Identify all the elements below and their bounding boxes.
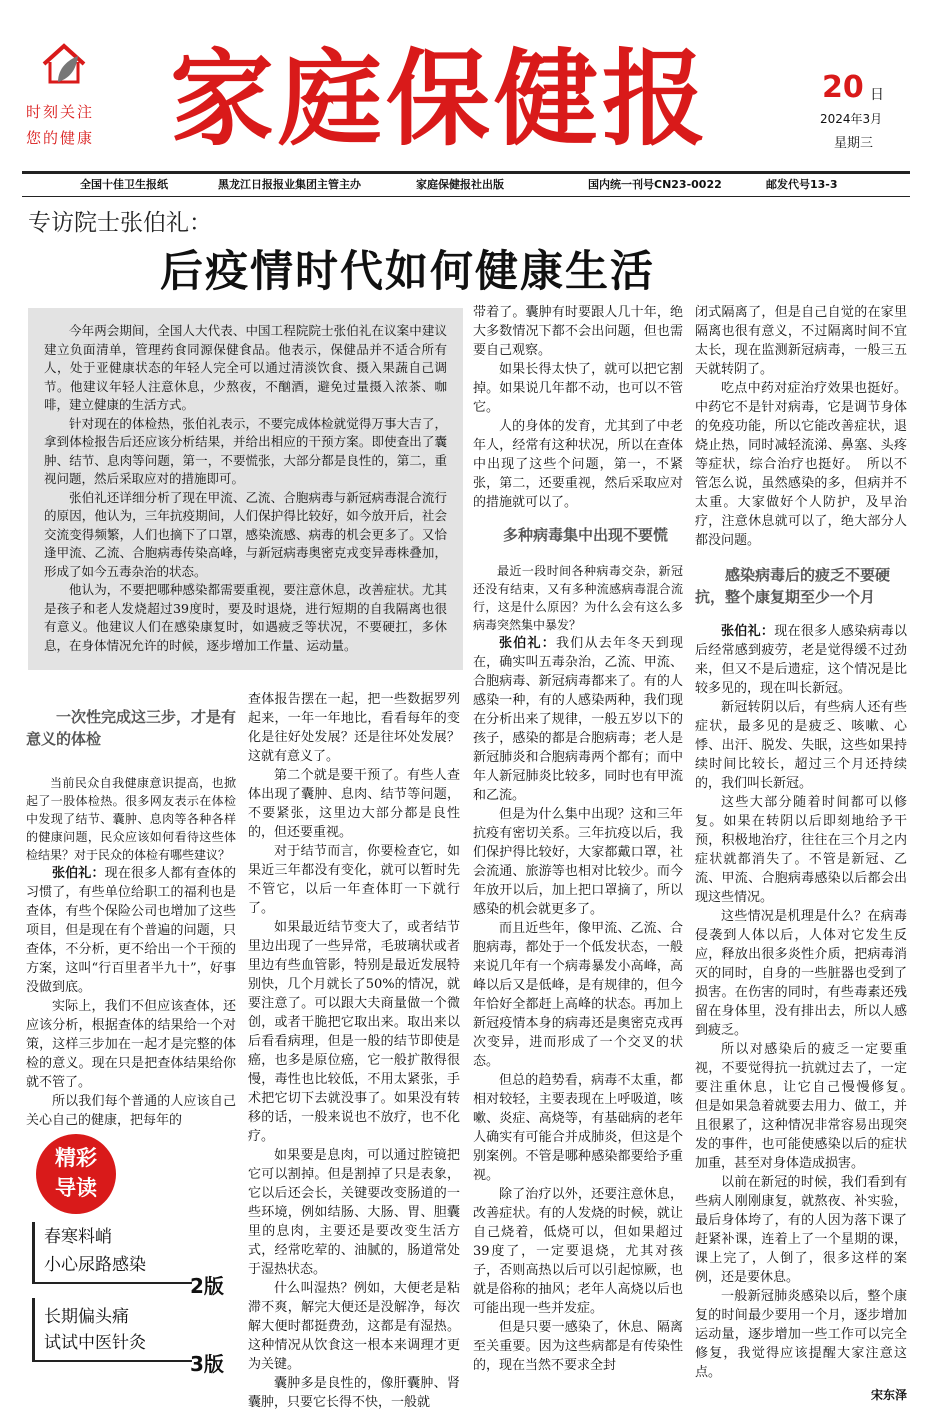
- lead-box: [28, 308, 463, 670]
- body-paragraph: 但总的趋势看，病毒不太重，都相对较轻，主要表现在上呼吸道，咳嗽、炎症、高烧等，有基础病的老年人确实有可能合并成肺炎，但这是个别案例。不管是哪种感染都要给予重视。: [473, 1073, 683, 1183]
- answer-text: 现在很多人感染病毒以后经常感到疲劳，老是觉得缓不过劲来，但又不是后遗症，这个情况是比较多见的，现在叫长新冠。: [695, 624, 907, 696]
- info-item: 国内统一刊号CN23-0022: [588, 178, 722, 191]
- masthead-title: 家庭保健报: [170, 37, 711, 160]
- guide-badge-line: 导读: [55, 1176, 97, 1200]
- body-paragraph: 以前在新冠的时候，我们看到有些病人刚刚康复，就熬夜、补实验，最后身体垮了，有的人因为落下课了赶紧补课，连着上了一个星期的课，课上完了，人倒了，很多这样的案例，还是要休息。: [695, 1175, 907, 1285]
- body-paragraph: 这些情况是机理是什么？在病毒侵袭到人体以后，人体对它发生反应，释放出很多炎性介质，把病毒消灭的同时，自身的一些脏器也受到了损害。在伤害的同时，有些毒素还残留在身体里，没有排出去，所以人感到疲乏。: [695, 909, 907, 1038]
- body-paragraph: 什么叫湿热？例如，大便老是粘滞不爽，解完大便还是没解净，每次解大便时都挺费劲，这都是有湿热。这种情况从饮食这一根本来调理才更为关键。: [248, 1281, 460, 1372]
- section-heading: 感染病毒后的疲乏不要硬抗，整个康复期至少一个月: [695, 566, 891, 606]
- date-day-unit: 日: [870, 87, 884, 103]
- lead-paragraph: 他认为，不要把哪种感染都需要重视，要注意休息，改善症状。尤其是孩子和老人发烧超过39度时，要及时退烧，进行短期的自我隔离也很有意义。他建议人们在感染康复时，如遇疲乏等状况，不要硬扛，多休息，在身体情况允许的时候，逐步增加工作量、运动量。: [44, 582, 447, 653]
- answer-text: 我们从去年冬天到现在，确实叫五毒杂治，乙流、甲流、合胞病毒、新冠病毒都来了。有的人感染一种，有的人感染两种，我们现在分析出来了规律，一般五岁以下的孩子，感染的都是合胞病毒；老人是新冠肺炎和合胞病毒两个都有；而中年人新冠肺炎比较多，同时也有甲流和乙流。: [473, 636, 683, 803]
- body-paragraph: 但是只要一感染了，休息、隔离至关重要。因为这些病都是有传染性的，现在当然不要求全封: [473, 1320, 683, 1373]
- section-heading: 多种病毒集中出现不要慌: [503, 526, 669, 544]
- body-paragraph: 囊肿多是良性的，像肝囊肿、肾囊肿，只要它长得不快，一般就: [248, 1376, 460, 1410]
- column-3: [473, 303, 683, 1375]
- lead-paragraph: 张伯礼还详细分析了现在甲流、乙流、合胞病毒与新冠病毒混合流行的原因，他认为，三年抗疫期间，人们保护得比较好，如今放开后，社会交流变得频繁，人们也摘下了口罩，感染流感、病毒的机会更多了。又恰逢甲流、乙流、合胞病毒传染高峰，与新冠病毒奥密克戎变异毒株叠加，形成了如今五毒杂治的状态。: [44, 489, 447, 579]
- question-text: 最近一段时间各种病毒交杂，新冠还没有结束，又有多种流感病毒混合流行，这是什么原因？为什么会有这么多病毒突然集中暴发？: [473, 564, 683, 632]
- info-item: 家庭保健报社出版: [416, 178, 504, 191]
- info-bar: [22, 176, 910, 194]
- body-paragraph: 但是为什么集中出现？这和三年抗疫有密切关系。三年抗疫以后，我们保护得比较好，大家都戴口罩，社会流通、旅游等也相对比较少。而今年放开以后，加上把口罩摘了，所以感染的机会就更多了。: [473, 807, 683, 917]
- guide-badge-line: 精彩: [55, 1146, 97, 1170]
- guide-item-1-title[interactable]: 春寒料峭: [44, 1227, 112, 1247]
- body-paragraph: 吃点中药对症治疗效果也挺好。中药它不是针对病毒，它是调节身体的免疫功能，所以它能改善症状，退烧止热，同时减轻流涕、鼻塞、头疼等症状，综合治疗也挺好。 所以不管怎么说，虽然感染的多，但病并不太重。大家做好个人防护，及早治疗，注意休息就可以了，绝大部分人都没问题。: [695, 381, 907, 548]
- speaker-label: 张伯礼：: [499, 636, 556, 651]
- body-paragraph: 第二个就是要干预了。有些人查体出现了囊肿、息肉、结节等问题，不要紧张，这里边大部分都是良性的，但还要重视。: [248, 768, 460, 840]
- body-paragraph: 如果要是息肉，可以通过腔镜把它可以割掉。但是割掉了只是表象，它以后还会长，关键要改变肠道的一些环境，例如结肠、大肠、胃、胆囊里的息肉，主要还是要改变生活方式，经常吃荤的、油腻的，肠道常处于湿热状态。: [248, 1148, 460, 1277]
- section-heading: 一次性完成这三步，才是有意义的体检: [26, 708, 237, 748]
- column-4: [695, 303, 921, 1403]
- answer-text: 现在很多人都有查体的习惯了，有些单位给职工的福利也是查体，有些个保险公司也增加了这些项目，但是现在有个普遍的问题，只查体，不分析，更不给出一个干预的方案，这叫“行百里者半九十”，好事没做到底。: [26, 866, 236, 995]
- body-paragraph: 除了治疗以外，还要注意休息，改善症状。有的人发烧的时候，就让自己烧着，低烧可以，但如果超过39度了，一定要退烧，尤其对孩子，否则高热以后可以引起惊厥，也就是俗称的抽风；老年人高烧以后也可能出现一些并发症。: [473, 1187, 683, 1316]
- guide-item-2-title[interactable]: 长期偏头痛: [44, 1307, 129, 1327]
- body-paragraph: 实际上，我们不但应该查体，还应该分析，根据查体的结果给一个对策，这样三步加在一起才是完整的体检的意义。现在只是把查体结果给你就不管了。: [26, 999, 236, 1090]
- lead-paragraph: 今年两会期间，全国人大代表、中国工程院院士张伯礼在议案中建议建立负面清单，管理药食同源保健食品。他表示，保健品并不适合所有人，处于亚健康状态的年轻人完全可以通过清淡饮食、摄入果蔬自己调节。他建议年轻人注意休息，少熬夜，不酗酒，避免过量摄入浓茶、咖啡，建立健康的生活方式。: [44, 323, 447, 412]
- date-day: 20: [822, 70, 864, 105]
- info-item: 黑龙江日报报业集团主管主办: [218, 178, 361, 191]
- guide-item-1-subtitle[interactable]: 小心尿路感染: [44, 1255, 146, 1275]
- logo-icon: [40, 42, 88, 88]
- body-paragraph: 所以对感染后的疲乏一定要重视，不要觉得抗一抗就过去了，一定要注重休息，让它自己慢慢修复。 但是如果急着就要去用力、做工，并且很累了，这种情况非常容易出现突发的事件，也可能使感染以后的症状加重，甚至对身体造成损害。: [695, 1042, 921, 1171]
- info-item: 全国十佳卫生报纸: [80, 178, 168, 191]
- body-paragraph: 如果最近结节变大了，或者结节里边出现了一些异常，毛玻璃状或者里边有些血管影，特别是最近发展特别快，几个月就长了50%的情况，就要注意了。可以跟大夫商量做一个微创，或者干脆把它取出来。取出来以后看看病理，但是一般的结节即使是癌，也多是原位癌，它一般扩散得很慢，毒性也比较低，不用太紧张，手术把它切下去就没事了。如果没有转移的话，一般来说也不放疗，也不化疗。: [248, 920, 460, 1144]
- question-text: 当前民众自我健康意识提高，也掀起了一股体检热。很多网友表示在体检中发现了结节、囊肿、息肉等各种各样的健康问题，民众应该如何看待这些体检结果？对于民众的体检有哪些建议？: [26, 776, 236, 862]
- body-paragraph: 带着了。囊肿有时要跟人几十年，绝大多数情况下都不会出问题，但也需要自己观察。: [473, 305, 683, 358]
- body-paragraph: 对于结节而言，你要检查它，如果近三年都没有变化，就可以暂时先不管它，以后一年查体盯一下就行了。: [248, 844, 460, 916]
- speaker-label: 张伯礼：: [52, 866, 105, 881]
- info-bar-rule: [22, 196, 910, 197]
- guide-box: [30, 1222, 240, 1376]
- body-paragraph: 新冠转阴以后，有些病人还有些症状，最多见的是疲乏、咳嗽、心悸、出汗、脱发、失眠，这些如果持续时间比较长，超过三个月还持续的，我们叫长新冠。: [695, 700, 907, 791]
- date-year-month: 2024年3月: [820, 112, 883, 126]
- byline: 宋东泽: [870, 1388, 907, 1402]
- body-paragraph: 闭式隔离了，但是自己自觉的在家里隔离也很有意义，不过隔离时间不宜太长，现在监测新冠病毒，一般三五天就转阴了。: [695, 305, 907, 377]
- top-rule: [22, 171, 910, 174]
- guide-item-2-page[interactable]: 3版: [190, 1352, 224, 1376]
- body-paragraph: 而且近些年，像甲流、乙流、合胞病毒，都处于一个低发状态，一般来说几年有一个病毒暴发小高峰，高峰以后又是低峰，是有规律的，但今年恰好全都赶上高峰的状态。再加上新冠疫情本身的病毒还是奥密克戎再次变异，进而形成了一个交叉的状态。: [473, 921, 683, 1069]
- body-paragraph: 一般新冠肺炎感染以后，整个康复的时间最少要用一个月，逐步增加运动量，逐步增加一些工作可以完全修复，我觉得应该提醒大家注意这点。: [695, 1289, 907, 1380]
- guide-item-2-subtitle[interactable]: 试试中医针灸: [44, 1333, 146, 1353]
- guide-item-1-page[interactable]: 2版: [190, 1274, 224, 1298]
- speaker-label: 张伯礼：: [721, 624, 775, 639]
- lead-paragraph: 针对现在的体检热，张伯礼表示，不要完成体检就觉得万事大吉了，拿到体检报告后还应该分析结果，并给出相应的干预方案。即使查出了囊肿、结节、息肉等问题，第一，不要慌张，大部分都是良性的，第二，重视问题，然后采取应对的措施即可。: [44, 415, 447, 486]
- info-item: 邮发代号13-3: [766, 178, 838, 191]
- headline-title: 后疫情时代如何健康生活: [160, 247, 655, 297]
- column-2: [248, 690, 460, 1412]
- body-paragraph: 查体报告摆在一起，把一些数据罗列起来，一年一年地比，看看每年的变化是往好处发展？还是往坏处发展？这就有意义了。: [248, 692, 460, 764]
- guide-badge: [36, 1134, 116, 1214]
- body-paragraph: 人的身体的发育，尤其到了中老年人，经常有这种状况，所以在查体中出现了这些个问题，第一，不紧张，第二，还要重视，然后采取应对的措施就可以了。: [473, 419, 683, 510]
- date-weekday: 星期三: [834, 136, 874, 151]
- body-paragraph: 所以我们每个普通的人应该自己关心自己的健康，把每年的: [26, 1094, 236, 1128]
- slogan-line-2: 您的健康: [26, 129, 95, 147]
- headline-kicker: 专访院士张伯礼：: [28, 210, 212, 236]
- body-paragraph: 如果长得太快了，就可以把它割掉。如果说几年都不动，也可以不管它。: [473, 362, 683, 415]
- slogan-line-1: 时刻关注: [26, 103, 95, 121]
- body-paragraph: 这些大部分随着时间都可以修复。如果在转阴以后即刻地给予干预，积极地治疗，往往在三个月之内症状就都消失了。不管是新冠、乙流、甲流、合胞病毒感染以后都会出现这些情况。: [695, 795, 907, 905]
- column-1: [26, 706, 236, 1130]
